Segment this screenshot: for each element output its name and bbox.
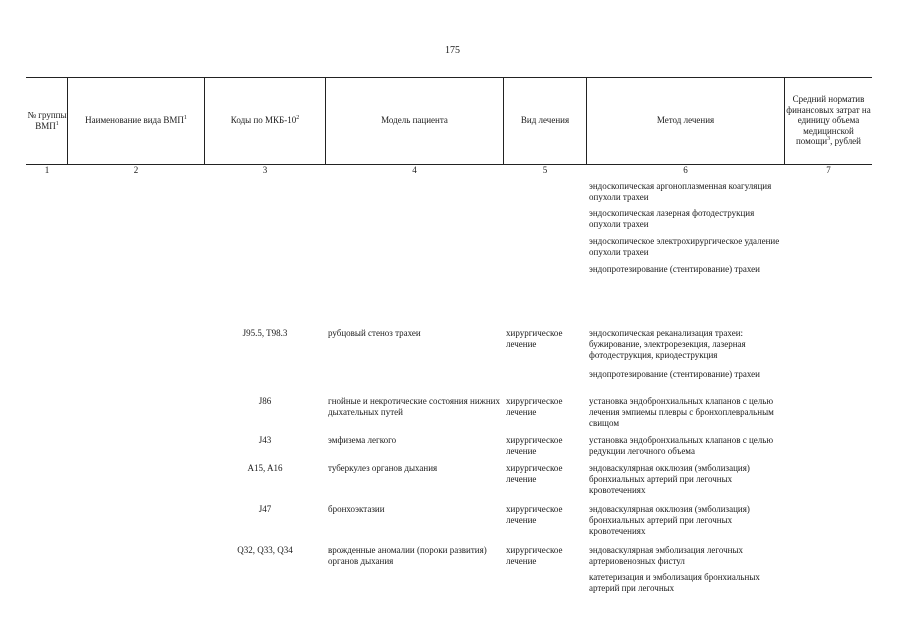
patient-model-cell: эмфизема легкого (328, 435, 397, 445)
method-text: эндоваскулярная окклюзия (эмболизация) бронхиальных артерий при легочных кровотечениях (589, 463, 750, 495)
treatment-type-cell: хирургическое лечение (506, 435, 563, 456)
column-number: 5 (542, 165, 548, 175)
method-text: установка эндобронхиальных клапанов с целью лечения эмпиемы плевры с бронхоплевральным свищом (589, 396, 774, 428)
header-vmp-name: Наименование вида ВМП$^1$ (85, 115, 187, 126)
method-text: эндоскопическая лазерная фотодеструкция опухоли трахеи (589, 208, 755, 229)
method-text: эндоваскулярная эмболизация легочных артериовенозных фистул (589, 545, 743, 566)
method-text: эндоваскулярная окклюзия (эмболизация) бронхиальных артерий при легочных кровотечениях (589, 504, 750, 536)
header-treatment-type: Вид лечения (520, 115, 570, 126)
method-text: установка эндобронхиальных клапанов с целью редукции легочного объема (589, 435, 774, 456)
patient-model-cell: рубцовый стеноз трахеи (328, 328, 421, 338)
method-text: эндопротезирование (стентирование) трахеи (589, 369, 760, 379)
column-number: 4 (412, 165, 417, 175)
header-icd-codes: Коды по МКБ-$10^2$ (230, 115, 300, 126)
method-text: эндоскопическая аргоноплазменная коагуляция опухоли трахеи (589, 181, 772, 202)
method-text: эндоскопическое электрохирургическое удаление опухоли трахеи (589, 236, 780, 257)
icd-code-cell: J86 (258, 396, 272, 406)
column-number: 1 (44, 165, 50, 175)
treatment-type-cell: хирургическое лечение (506, 396, 563, 417)
method-text: эндоскопическая реканализация трахеи: бужирование, электрорезекция, лазерная фотодеструкция, криодеструкция (589, 328, 746, 360)
patient-model-cell: туберкулез органов дыхания (328, 463, 438, 473)
icd-code-cell: J47 (258, 504, 272, 514)
icd-code-cell: Q32, Q33, Q34 (237, 545, 293, 555)
header-average-cost: Средний норматив финансовых затрат на единицу объема медицинской помощи$^3$, рублей (786, 94, 871, 147)
header-patient-model: Модель пациента (381, 115, 448, 126)
page-number: 175 (445, 45, 460, 56)
icd-code-cell: J43 (258, 435, 272, 445)
treatment-type-cell: хирургическое лечение (506, 545, 563, 566)
icd-code-cell: J95.5, T98.3 (242, 328, 288, 338)
header-group-number: № группы ВМП$^1$ (27, 110, 67, 131)
header-treatment-method: Метод лечения (656, 115, 715, 126)
icd-code-cell: A15, A16 (247, 463, 283, 473)
treatment-type-cell: хирургическое лечение (506, 504, 563, 525)
patient-model-cell: врожденные аномалии (пороки развития) органов дыхания (328, 545, 487, 566)
column-number: 6 (683, 165, 688, 175)
method-text: катетеризация и эмболизация бронхиальных артерий при легочных (589, 572, 760, 593)
treatment-type-cell: хирургическое лечение (506, 463, 563, 484)
column-number: 2 (133, 165, 139, 175)
column-number: 7 (826, 165, 831, 175)
patient-model-cell: гнойные и некротические состояния нижних дыхательных путей (328, 396, 500, 417)
column-number: 3 (262, 165, 268, 175)
method-text: эндопротезирование (стентирование) трахеи (589, 264, 760, 274)
patient-model-cell: бронхоэктазии (328, 504, 385, 514)
treatment-type-cell: хирургическое лечение (506, 328, 563, 349)
